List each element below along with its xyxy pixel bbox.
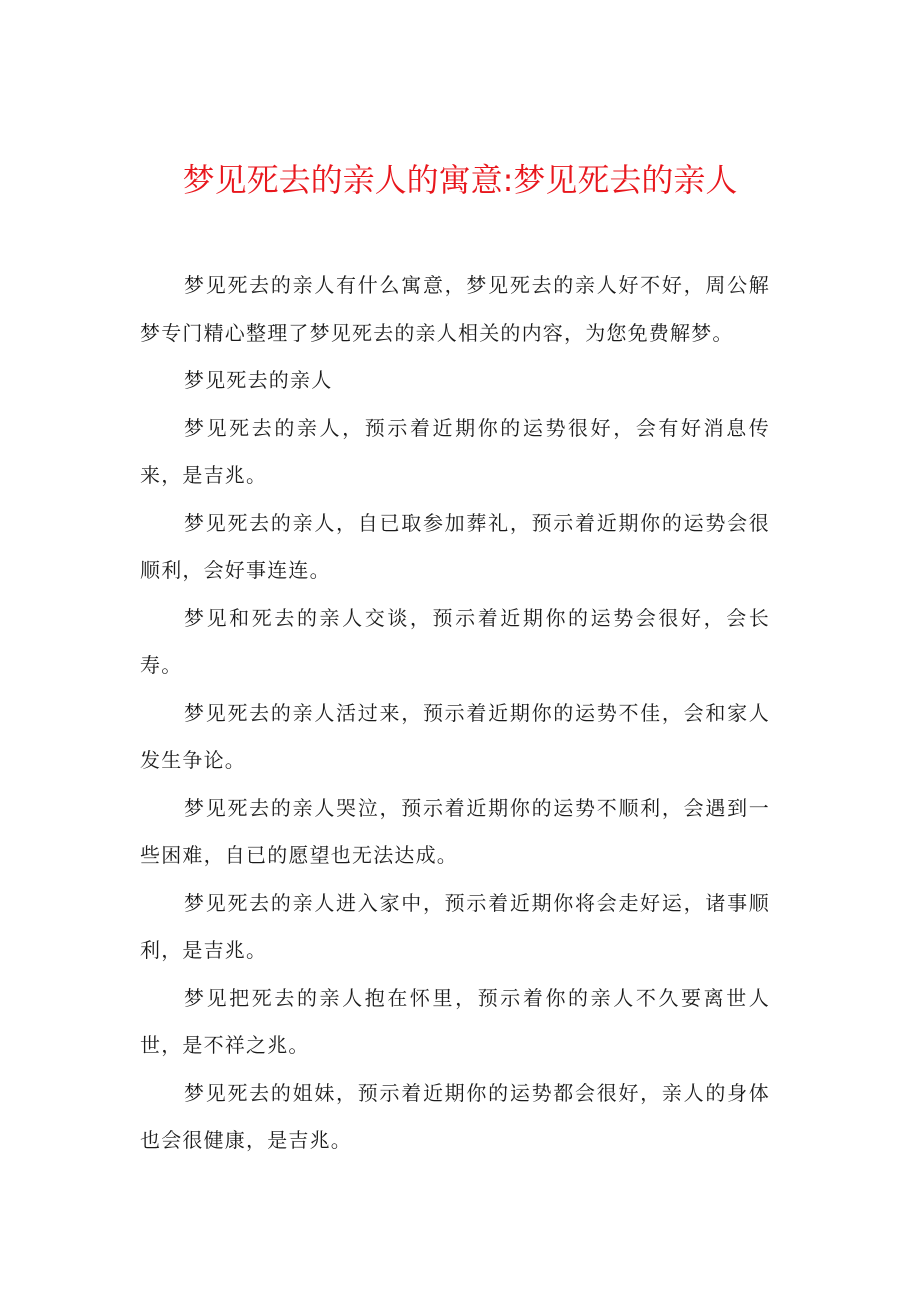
document-title: 梦见死去的亲人的寓意:梦见死去的亲人 (182, 161, 738, 199)
paragraph: 梦见死去的亲人进入家中，预示着近期你将会走好运，诸事顺利，是吉兆。 (140, 890, 770, 962)
document-body (140, 262, 770, 1165)
paragraph-intro: 梦见死去的亲人有什么寓意，梦见死去的亲人好不好，周公解梦专门精心整理了梦见死去的亲人相关的内容，为您免费解梦。 (140, 273, 770, 345)
paragraph: 梦见死去的亲人哭泣，预示着近期你的运势不顺利，会遇到一些困难，自已的愿望也无法达成。 (140, 795, 770, 867)
paragraph: 梦见和死去的亲人交谈，预示着近期你的运势会很好，会长寿。 (140, 605, 770, 677)
paragraph: 梦见死去的亲人，预示着近期你的运势很好，会有好消息传来，是吉兆。 (140, 415, 770, 487)
paragraph-subheading: 梦见死去的亲人 (184, 368, 333, 392)
paragraph: 梦见死去的姐妹，预示着近期你的运势都会很好，亲人的身体也会很健康，是吉兆。 (140, 1080, 770, 1152)
paragraph: 梦见死去的亲人活过来，预示着近期你的运势不佳，会和家人发生争论。 (140, 700, 770, 772)
paragraph: 梦见死去的亲人，自已取参加葬礼，预示着近期你的运势会很顺利，会好事连连。 (140, 510, 770, 582)
paragraph: 梦见把死去的亲人抱在怀里，预示着你的亲人不久要离世人世，是不祥之兆。 (140, 985, 770, 1057)
